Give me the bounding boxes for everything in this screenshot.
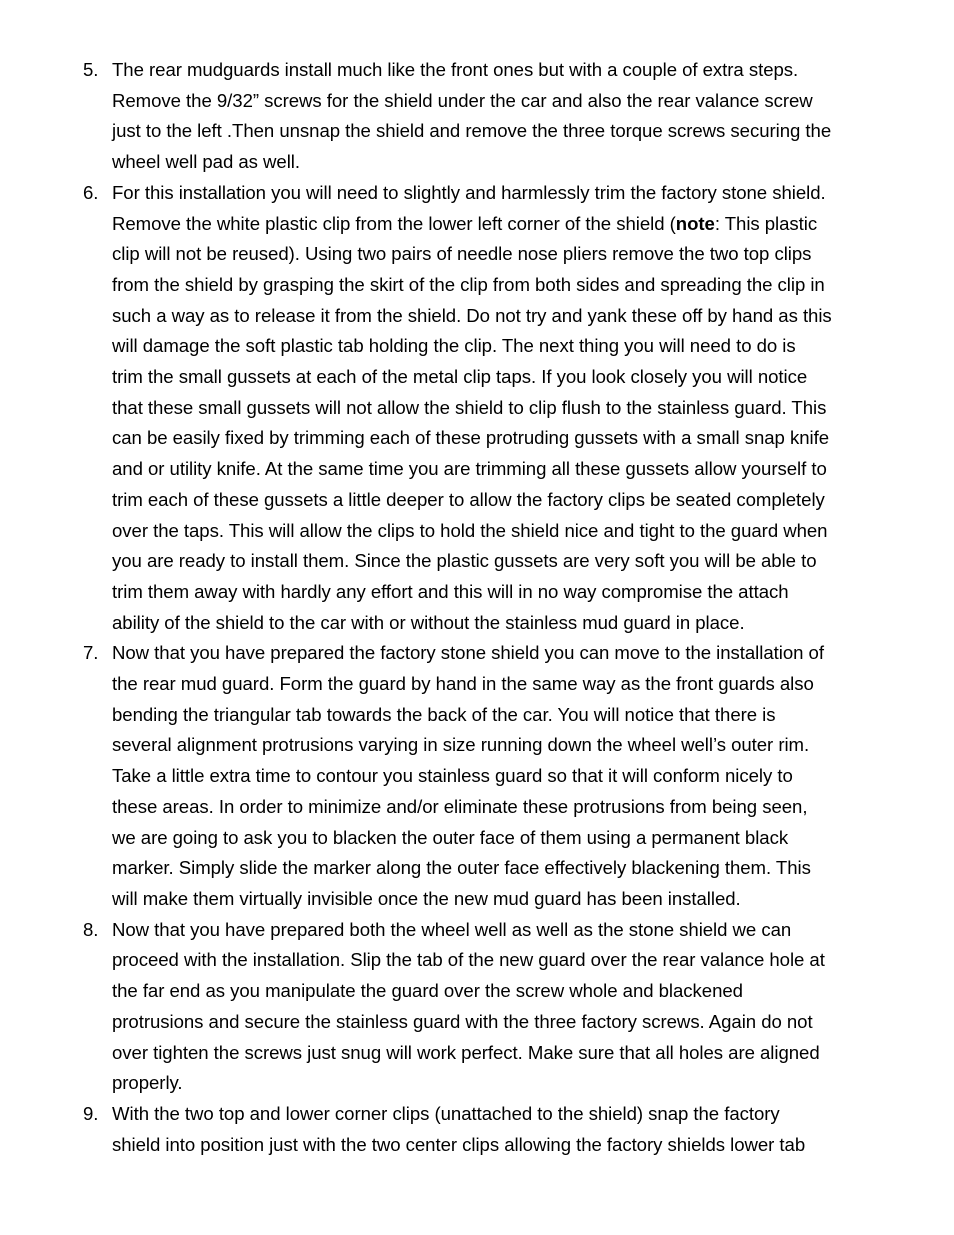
step-text-line: these areas. In order to minimize and/or eliminate these protrusions from being seen, bbox=[112, 795, 808, 817]
step-text-line: ability of the shield to the car with or without the stainless mud guard in place. bbox=[112, 611, 745, 633]
step-text-line: Take a little extra time to contour you stainless guard so that it will conform nicely to bbox=[112, 765, 793, 787]
step-text-line: bending the triangular tab towards the back of the car. You will notice that there is bbox=[112, 703, 776, 725]
step-text-line: just to the left .Then unsnap the shield and remove the three torque screws securing the bbox=[112, 120, 832, 142]
step-number: 9. bbox=[83, 1102, 99, 1124]
note-text: : This plastic bbox=[714, 212, 818, 234]
step-text-line: from the shield by grasping the skirt of the clip from both sides and spreading the clip in bbox=[112, 273, 825, 295]
step-text-line-with-note bbox=[112, 209, 924, 240]
step-text-segment: Remove the white plastic clip from the lower left corner of the shield ( bbox=[112, 212, 676, 234]
step-text-line: the rear mud guard. Form the guard by hand in the same way as the front guards also bbox=[112, 673, 814, 695]
step-8 bbox=[0, 915, 954, 1099]
instruction-list bbox=[0, 55, 954, 1160]
step-text-line: Now that you have prepared the factory stone shield you can move to the installation of bbox=[112, 642, 824, 664]
step-text-line: will make them virtually invisible once the new mud guard has been installed. bbox=[112, 887, 741, 909]
step-text-line: trim each of these gussets a little deeper to allow the factory clips be seated completely bbox=[112, 488, 825, 510]
step-number: 6. bbox=[83, 181, 99, 203]
step-text-line: The rear mudguards install much like the front ones but with a couple of extra steps. bbox=[112, 59, 799, 80]
step-text-line: Now that you have prepared both the wheel well as well as the stone shield we can bbox=[112, 918, 792, 940]
step-text-line: we are going to ask you to blacken the outer face of them using a permanent black bbox=[112, 826, 789, 848]
step-text-line: will damage the soft plastic tab holding the clip. The next thing you will need to do is bbox=[112, 335, 796, 357]
step-text-line: over the taps. This will allow the clips to hold the shield nice and tight to the guard when bbox=[112, 519, 828, 541]
step-text-line: With the two top and lower corner clips (unattached to the shield) snap the factory bbox=[112, 1102, 780, 1124]
step-9 bbox=[0, 1099, 954, 1160]
step-text-line: trim the small gussets at each of the metal clip taps. If you look closely you will notice bbox=[112, 366, 808, 388]
step-number: 7. bbox=[83, 642, 99, 664]
step-text-line: such a way as to release it from the shield. Do not try and yank these off by hand as this bbox=[112, 304, 832, 326]
step-text-line: wheel well pad as well. bbox=[112, 151, 300, 173]
step-text-line: can be easily fixed by trimming each of these protruding gussets with a small snap knife bbox=[112, 427, 829, 449]
step-text-line: Remove the 9/32” screws for the shield under the car and also the rear valance screw bbox=[112, 89, 813, 111]
step-text-line: you are ready to install them. Since the plastic gussets are very soft you will be able to bbox=[112, 550, 817, 572]
step-text-line: clip will not be reused). Using two pairs of needle nose pliers remove the two top clips bbox=[112, 243, 812, 265]
step-7 bbox=[0, 638, 954, 914]
step-text-line: protrusions and secure the stainless guard with the three factory screws. Again do not bbox=[112, 1010, 813, 1032]
step-text-line: properly. bbox=[112, 1072, 183, 1094]
note-label: note bbox=[675, 212, 715, 234]
step-text-line: the far end as you manipulate the guard over the screw whole and blackened bbox=[112, 980, 743, 1002]
step-text-line: and or utility knife. At the same time you are trimming all these gussets allow yourself to bbox=[112, 458, 827, 480]
step-text-line: For this installation you will need to slightly and harmlessly trim the factory stone shield. bbox=[112, 181, 826, 203]
step-text-line: proceed with the installation. Slip the tab of the new guard over the rear valance hole at bbox=[112, 949, 825, 971]
step-text-line: shield into position just with the two center clips allowing the factory shields lower tab bbox=[112, 1133, 806, 1155]
step-text-line: over tighten the screws just snug will work perfect. Make sure that all holes are aligned bbox=[112, 1041, 820, 1063]
step-text-line: marker. Simply slide the marker along the outer face effectively blackening them. This bbox=[112, 857, 811, 879]
step-number: 8. bbox=[83, 918, 99, 940]
step-number: 5. bbox=[83, 59, 99, 80]
step-text-line: several alignment protrusions varying in size running down the wheel well’s outer rim. bbox=[112, 734, 810, 756]
step-6 bbox=[0, 178, 954, 639]
step-text-line: trim them away with hardly any effort and this will in no way compromise the attach bbox=[112, 580, 789, 602]
step-text-line: that these small gussets will not allow the shield to clip flush to the stainless guard. This bbox=[112, 396, 827, 418]
step-5 bbox=[0, 55, 954, 178]
